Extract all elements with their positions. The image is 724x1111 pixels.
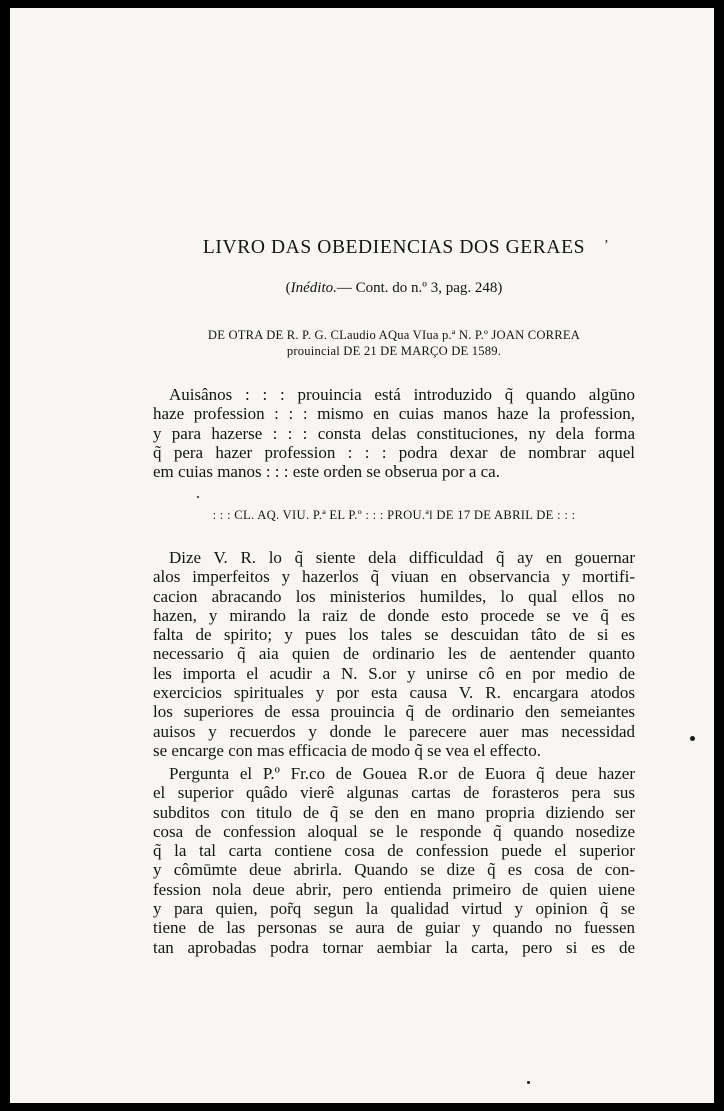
page-title: LIVRO DAS OBEDIENCIAS DOS GERAES [202,237,586,258]
paragraph-2-line: cacion abracando los ministerios humildes, lo qual ellos no [153,586,635,606]
ink-speck [197,496,199,498]
paragraph-3-line: subditos con titulo de q̃ se den en mano propria diziendo ser [153,802,635,822]
text-column [153,8,635,1103]
paragraph-3-line: y cômūmte deue abrirla. Quando se dize q̃ es cosa de con- [153,860,635,880]
letter-heading [153,327,635,359]
paragraph-3 [153,764,635,957]
paragraph-3-line: y para quien, por̃q segun la qualidad virtud y opinion q̃ se [153,899,635,919]
subtitle-open-paren: ( [285,280,291,296]
paragraph-2-line: hazen, y mirando la raiz de donde esto procede se ve q̃ es [153,605,635,625]
paragraph-2-line: necessario q̃ aia quien de ordinario les de aentender quanto [153,644,635,664]
paragraph-2-line: se encarge con mas efficacia de modo q̃ se vea el effecto. [153,740,541,760]
paragraph-1-line: Auisânos : : : prouincia está introduzido q̃ quando algūno [169,385,635,404]
paragraph-1 [153,385,635,481]
paragraph-3-line: tan aprobadas podra tornar aembiar la carta, pero si es de [153,937,635,957]
paragraph-1-line: q̃ pera hazer profession : : : podra dexar de nombrar aquel [153,442,635,462]
document-page [10,8,714,1103]
section-heading: : : : CL. AQ. VIU. P.ª EL P.º : : : PROU.ªl DE 17 DE ABRIL DE : : : [212,508,576,522]
paragraph-3-line: q̃ la tal carta contiene cosa de confession puede el superior [153,841,635,861]
title-margin-mark: ’ [604,238,609,253]
paragraph-3-line: el superior quâdo vierê algunas cartas de forasteros pera sus [153,783,635,803]
paragraph-1-line: haze profession : : : mismo en cuias manos haze la profession, [153,404,635,424]
paragraph-1-line: em cuias manos : : : este orden se obserua por a ca. [153,462,500,482]
letter-heading-line-2: prouincial DE 21 DE MARÇO DE 1589. [286,344,502,358]
paragraph-2-line: los superiores de essa prouincia q̃ de ordinario den semeiantes [153,702,635,722]
paragraph-2-line: les importa el acudir a N. S.or y unirse cô en por medio de [153,663,635,683]
paragraph-2-line: alos imperfeitos y hazerlos q̃ viuan en observancia y mortifi- [153,567,635,587]
paragraph-2-line: falta de spirito; y pues los tales se descuidan tâto de si es [153,625,635,645]
paragraph-2-line: auisos y recuerdos y donde le parecere auer mas necessidad [153,721,635,741]
paragraph-3-line: tiene de las personas se aura de guiar y quando no fuessen [153,918,635,938]
paragraph-2 [153,548,635,760]
paragraph-3-line: Pergunta el P.º Fr.co de Gouea R.or de Euora q̃ deue hazer [169,764,635,783]
ink-speck [527,1081,530,1084]
ink-speck [690,736,695,741]
paragraph-2-line: exercicios spirituales y por esta causa V. R. encargara atodos [153,683,635,703]
paragraph-3-line: fession nola deue abrir, pero entienda primeiro de quien uiene [153,879,635,899]
subtitle-inedito: Inédito. [290,280,337,296]
paragraph-3-line: cosa de confession aloqual se le responde q̃ quando nosedize [153,821,635,841]
subtitle-continuation: — Cont. do n.º 3, pag. 248) [336,280,503,296]
paragraph-1-line: y para hazerse : : : consta delas constituciones, ny dela forma [153,423,635,443]
letter-heading-line-1: DE OTRA DE R. P. G. CLaudio AQua VIua p.ª N. P.º JOAN CORREA [207,328,581,342]
subtitle [153,278,635,298]
paragraph-2-line: Dize V. R. lo q̃ siente dela difficuldad q̃ ay en gouernar [169,548,635,567]
